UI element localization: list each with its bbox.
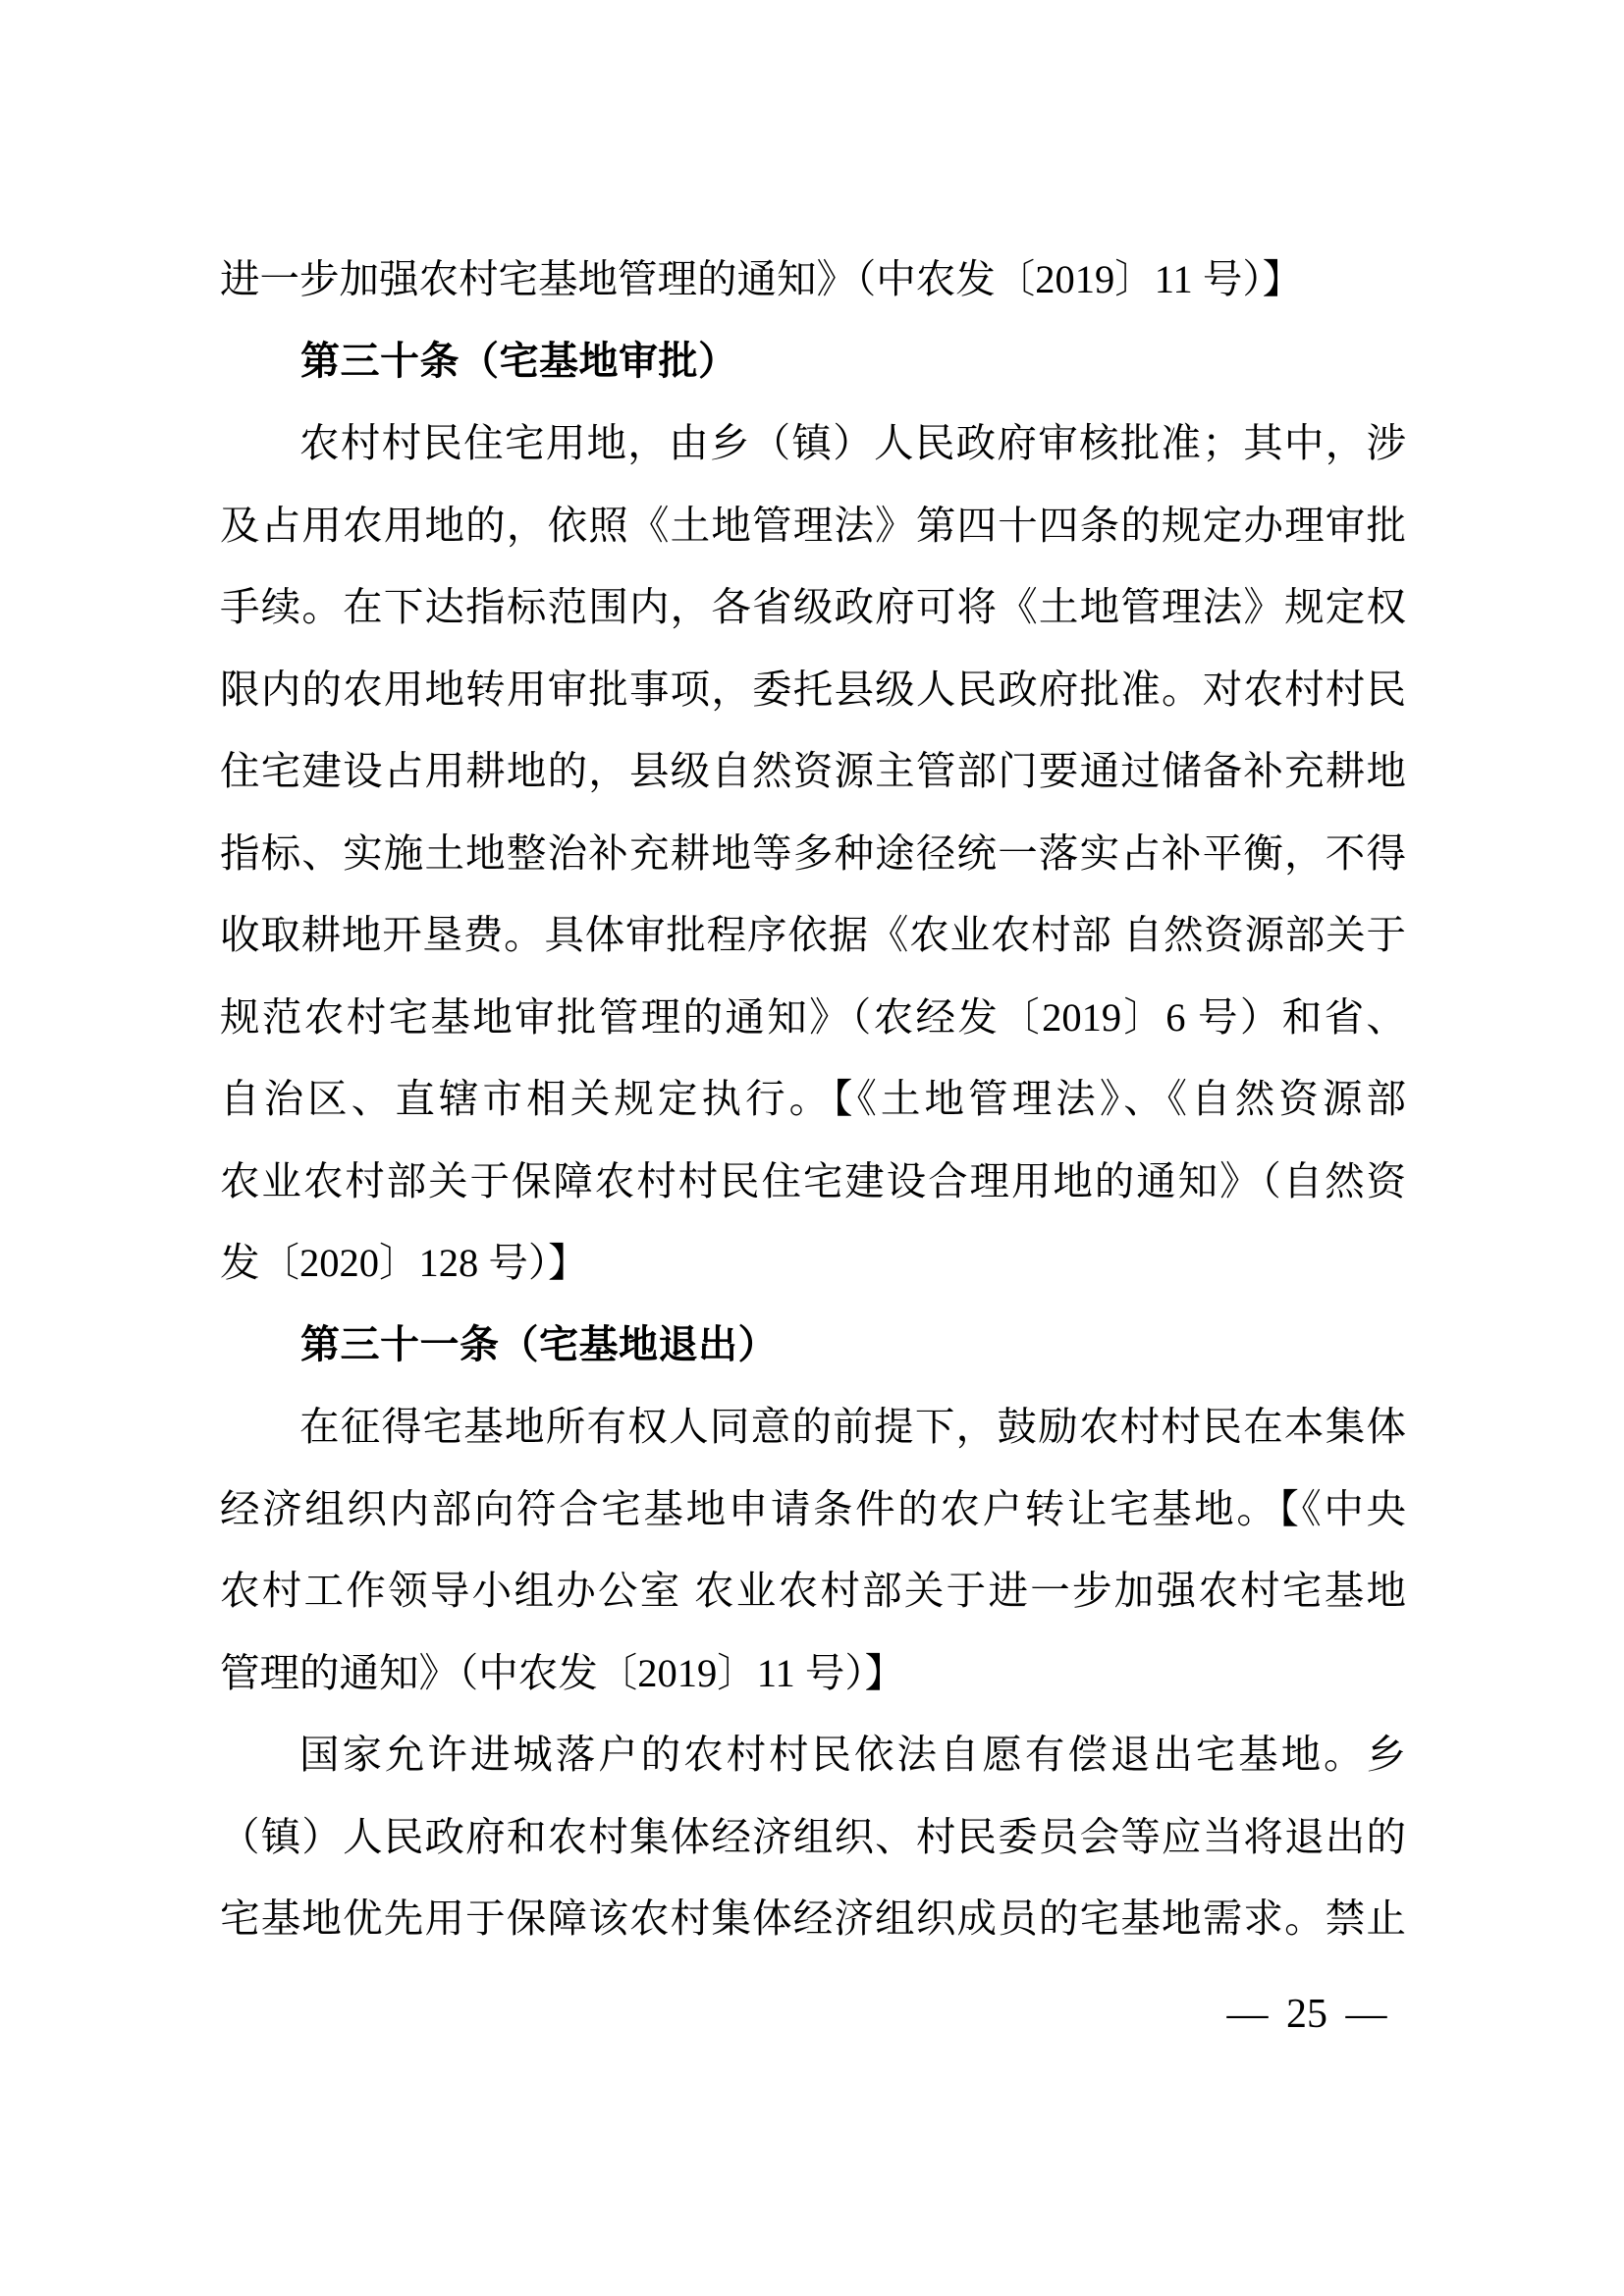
text-line: 国家允许进城落户的农村村民依法自愿有偿退出宅基地。乡: [299, 1733, 1406, 1777]
text-line: 在征得宅基地所有权人同意的前提下，鼓励农村村民在本集体: [299, 1405, 1406, 1449]
text-line: 限内的农用地转用审批事项，委托县级人民政府批准。对农村村民: [220, 667, 1406, 712]
text-line: 住宅建设占用耕地的，县级自然资源主管部门要通过储备补充耕地: [220, 749, 1406, 793]
text-line-paragraph-end: 管理的通知》（中农发〔2019〕11 号）】: [220, 1650, 905, 1695]
text-line: 宅基地优先用于保障该农村集体经济组织成员的宅基地需求。禁止: [220, 1896, 1406, 1941]
text-line: 指标、实施土地整治补充耕地等多种途径统一落实占补平衡，不得: [220, 830, 1406, 876]
text-line: 农村村民住宅用地，由乡（镇）人民政府审核批准；其中，涉: [299, 421, 1406, 465]
page-number: — 25 —: [1226, 1992, 1387, 2037]
article-30-heading: 第三十条（宅基地审批）: [300, 339, 738, 383]
text-line: 农业农村部关于保障农村村民住宅建设合理用地的通知》（自然资: [220, 1158, 1406, 1203]
text-line: 手续。在下达指标范围内，各省级政府可将《土地管理法》规定权: [220, 585, 1406, 629]
text-line: 及占用农用地的，依照《土地管理法》第四十四条的规定办理审批: [220, 503, 1406, 548]
text-line-continuation: 进一步加强农村宅基地管理的通知》（中农发〔2019〕11 号）】: [220, 257, 1303, 301]
text-line: 收取耕地开垦费。具体审批程序依据《农业农村部 自然资源部关于: [220, 913, 1406, 957]
text-line: （镇）人民政府和农村集体经济组织、村民委员会等应当将退出的: [220, 1814, 1406, 1859]
text-line: 自治区、直辖市相关规定执行。【《土地管理法》、《自然资源部: [220, 1077, 1406, 1121]
text-line-paragraph-end: 发〔2020〕128 号）】: [220, 1241, 588, 1285]
document-text: [220, 239, 1406, 1960]
article-31-heading: 第三十一条（宅基地退出）: [300, 1322, 778, 1366]
text-line: 经济组织内部向符合宅基地申请条件的农户转让宅基地。【《中央: [220, 1486, 1406, 1531]
text-line: 规范农村宅基地审批管理的通知》（农经发〔2019〕6 号）和省、: [220, 994, 1406, 1040]
text-line: 农村工作领导小组办公室 农业农村部关于进一步加强农村宅基地: [220, 1569, 1406, 1613]
